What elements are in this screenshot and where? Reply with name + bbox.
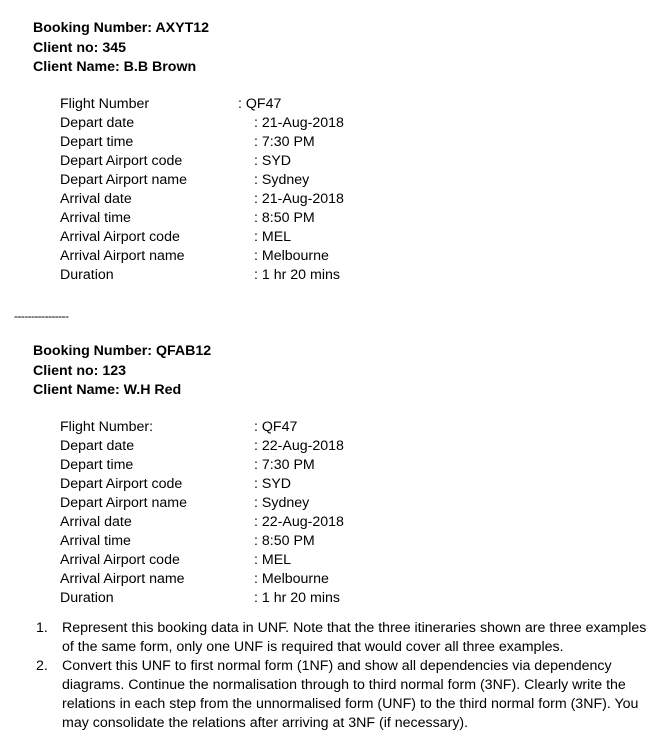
list-item [14,657,654,733]
field-label: Depart time [60,457,134,473]
field-value: : Sydney [254,495,310,511]
field-value: : 8:50 PM [254,210,315,226]
client-number: Client no: 345 [33,39,127,56]
task-text: Convert this UNF to first normal form (1NF) and show all dependencies via dependency diagrams. Continue the normalisation through to third normal form (3NF). Clearly write the relations in each step from the unnormalised form (UNF) to the third normal form (3NF). You may consolidate the relations after arriving at 3NF (if necessary). [62,658,639,731]
client-name: Client Name: B.B Brown [33,59,197,75]
field-value: : MEL [254,229,292,245]
field-value: : 1 hr 20 mins [254,590,340,606]
list-item [14,619,654,657]
field-label: Arrival date [60,514,132,530]
field-label: Arrival Airport name [60,248,185,264]
field-label: Depart date [60,438,135,454]
field-label: Depart date [60,115,135,131]
field-label: Flight Number: [60,419,154,435]
field-value: : 7:30 PM [254,457,315,473]
booking-number: Booking Number: AXYT12 [33,20,210,36]
field-value: : QF47 [254,419,298,435]
field-value: : Sydney [254,172,310,188]
field-label: Depart Airport code [60,153,183,169]
field-value: : QF47 [238,96,282,112]
field-label: Arrival time [60,210,131,226]
task-text: Represent this booking data in UNF. Note that the three itineraries shown are three examples of the same form, only one UNF is required that would cover all three examples. [62,620,647,655]
booking-1-header [33,19,209,78]
field-value: : Melbourne [254,248,329,264]
field-label: Arrival Airport name [60,571,185,587]
section-divider: ---------------- [14,309,69,323]
field-value: : 8:50 PM [254,533,315,549]
booking-number: Booking Number: QFAB12 [33,343,212,359]
field-label: Arrival date [60,191,132,207]
client-number: Client no: 123 [33,362,127,379]
field-label: Flight Number [60,96,150,112]
field-value: : MEL [254,552,292,568]
field-label: Depart Airport name [60,495,187,511]
client-name: Client Name: W.H Red [33,382,182,398]
field-label: Depart Airport name [60,172,187,188]
field-value: : SYD [254,153,292,169]
booking-2-header [33,342,211,401]
task-list [14,619,654,733]
field-label: Arrival Airport code [60,552,180,568]
list-number: 2. [36,658,48,674]
field-label: Depart time [60,134,134,150]
field-value: : 1 hr 20 mins [254,267,340,283]
field-label: Arrival Airport code [60,229,180,245]
field-value: : 22-Aug-2018 [254,514,344,530]
list-number: 1. [36,620,48,636]
field-label: Duration [60,590,114,606]
field-label: Arrival time [60,533,131,549]
field-value: : SYD [254,476,292,492]
field-value: : 21-Aug-2018 [254,115,344,131]
field-value: : Melbourne [254,571,329,587]
field-value: : 7:30 PM [254,134,315,150]
field-value: : 21-Aug-2018 [254,191,344,207]
field-label: Depart Airport code [60,476,183,492]
field-value: : 22-Aug-2018 [254,438,344,454]
field-label: Duration [60,267,114,283]
